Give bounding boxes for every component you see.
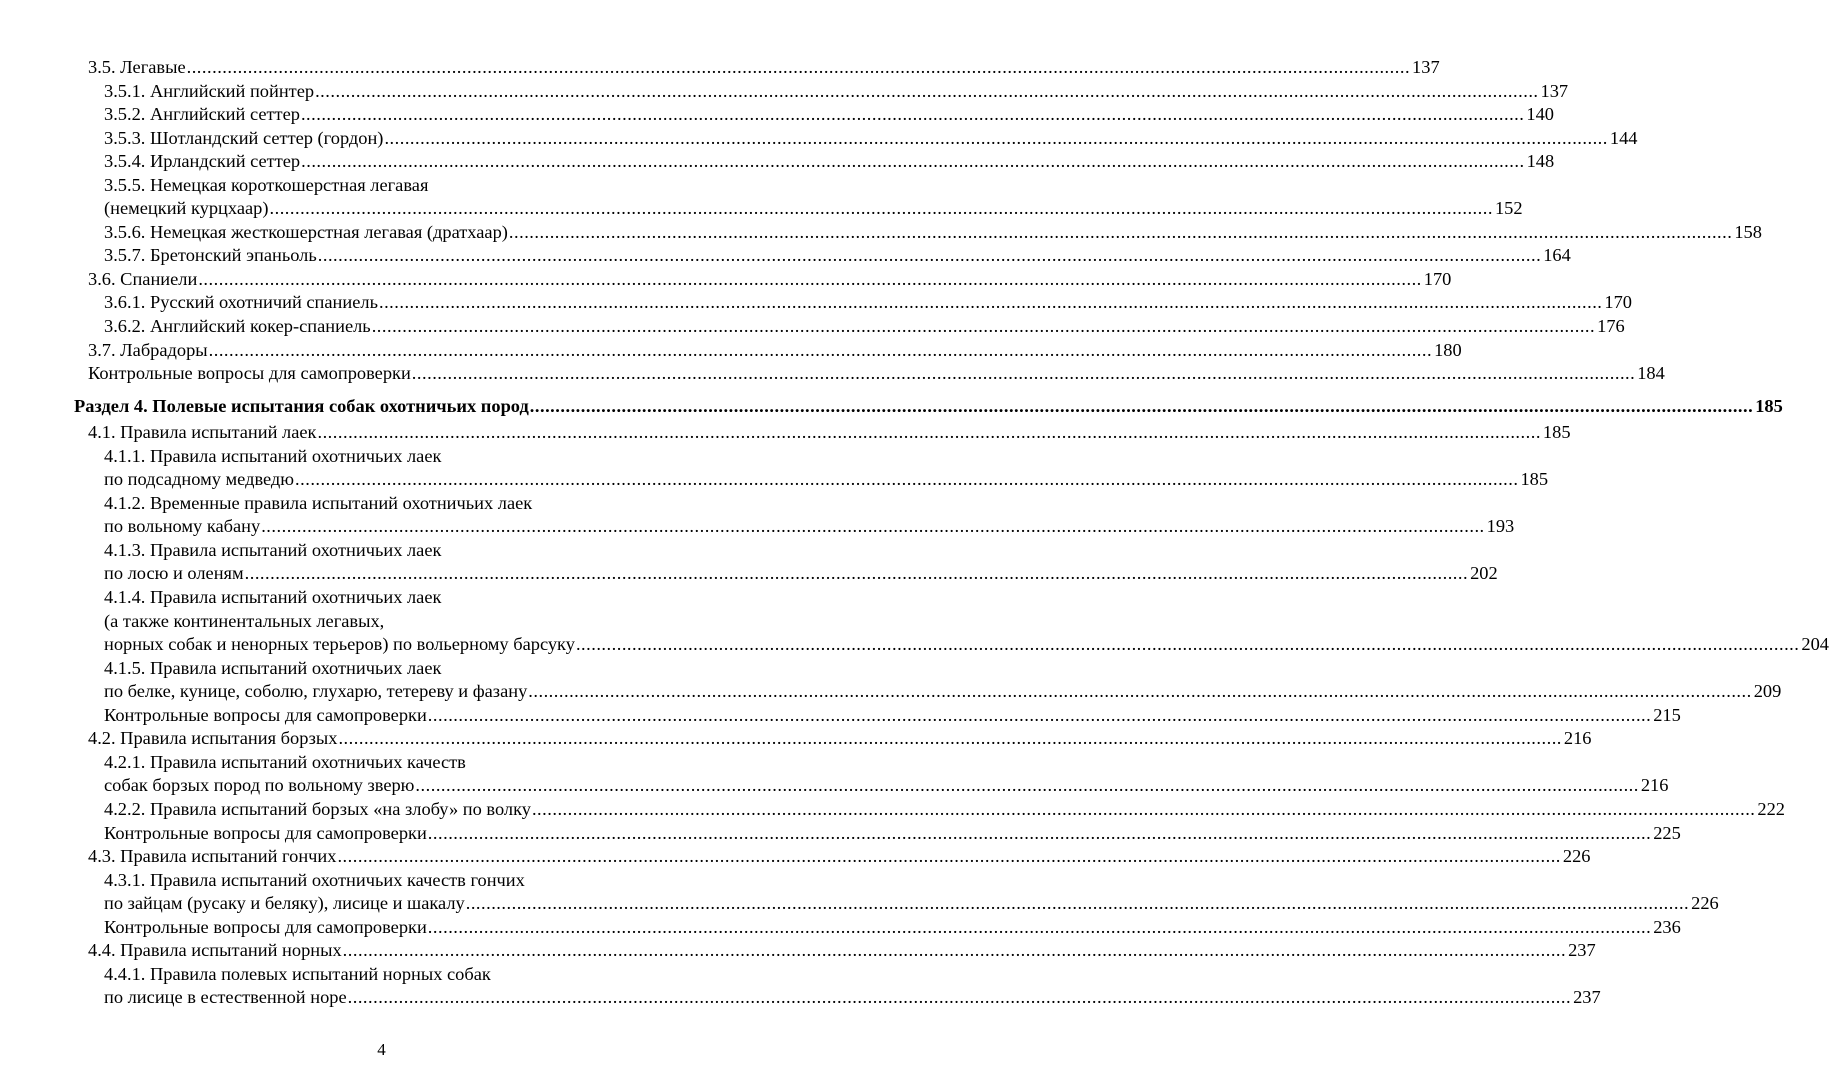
toc-entry[interactable] <box>88 421 1571 445</box>
dot-leader <box>529 395 1755 419</box>
toc-entry[interactable] <box>88 845 1591 869</box>
toc-entry-title: 3.5.3. Шотландский сеттер (гордон) <box>104 127 384 148</box>
toc-entry[interactable] <box>104 633 1829 657</box>
toc-entry[interactable] <box>88 939 1596 963</box>
toc-entry[interactable] <box>104 515 1515 539</box>
toc-entry-page: 140 <box>1526 104 1554 125</box>
toc-entry-title: 4.1.1. Правила испытаний охотничьих лаек <box>104 445 442 466</box>
toc-entry-title: 3.6.2. Английский кокер-спаниель <box>104 316 371 337</box>
toc-entry-title: 3.6.1. Русский охотничий спаниель <box>104 292 378 313</box>
dot-leader <box>260 515 1486 539</box>
toc-entry-title: 3.5.5. Немецкая короткошерстная легавая <box>104 174 429 195</box>
toc-entry-page: 226 <box>1691 893 1719 914</box>
dot-leader <box>336 845 1562 869</box>
toc-entry-title: по лосю и оленям <box>104 563 244 584</box>
toc-entry-page: 170 <box>1423 268 1452 289</box>
toc-entry-title: 4.3.1. Правила испытаний охотничьих качеств гончих <box>104 869 525 890</box>
toc-entry-page: 216 <box>1563 728 1592 749</box>
toc-entry-page: 236 <box>1653 916 1681 937</box>
toc-entry-title: 4.1.4. Правила испытаний охотничьих лаек <box>104 587 442 608</box>
toc-entry-line[interactable] <box>104 492 867 516</box>
toc-entry-page: 222 <box>1757 798 1785 819</box>
page-number: 4 <box>377 1040 386 1059</box>
toc-entry-line[interactable] <box>104 610 867 634</box>
toc-entry-title: 4.2.2. Правила испытаний борзых «на злобу» по волку <box>104 798 531 819</box>
toc-entry-page: 137 <box>1540 80 1569 101</box>
dot-leader <box>371 315 1597 339</box>
toc-entry[interactable] <box>104 80 1569 104</box>
toc-entry-title: 3.5.7. Бретонский эпаньоль <box>104 245 317 266</box>
toc-entry-title: по зайцам (русаку и беляку), лисице и шакалу <box>104 893 465 914</box>
toc-entry[interactable] <box>104 244 1571 268</box>
toc-entry[interactable] <box>104 798 1785 822</box>
toc-entry-line[interactable] <box>104 445 867 469</box>
toc-entry-title: 3.5.4. Ирландский сеттер <box>104 151 301 172</box>
toc-entry-title: норных собак и ненорных терьеров) по вольерному барсуку <box>104 634 575 655</box>
toc-entry-page: 148 <box>1526 151 1555 172</box>
dot-leader <box>197 268 1423 292</box>
toc-entry-line[interactable] <box>104 539 867 563</box>
dot-leader <box>527 680 1753 704</box>
toc-entry-title: Контрольные вопросы для самопроверки <box>104 916 427 937</box>
toc-entry-title: 3.5.1. Английский пойнтер <box>104 80 315 101</box>
toc-entry-title: Контрольные вопросы для самопроверки <box>88 363 411 384</box>
toc-entry-title: Раздел 4. Полевые испытания собак охотничьих пород <box>74 395 529 416</box>
dot-leader <box>317 244 1543 268</box>
toc-entry-title: 4.1.5. Правила испытаний охотничьих лаек <box>104 657 442 678</box>
toc-entry-page: 185 <box>1542 422 1571 443</box>
toc-entry-title: 4.2. Правила испытания борзых <box>88 728 338 749</box>
toc-entry-title: по белке, кунице, соболю, глухарю, тетереву и фазану <box>104 681 528 702</box>
toc-entry[interactable] <box>104 986 1601 1010</box>
toc-entry[interactable] <box>104 150 1555 174</box>
dot-leader <box>208 339 1434 363</box>
toc-entry[interactable] <box>88 727 1592 751</box>
toc-entry[interactable] <box>88 339 1462 363</box>
toc-entry[interactable] <box>104 774 1669 798</box>
toc-entry[interactable] <box>104 680 1782 704</box>
toc-entry[interactable] <box>104 197 1523 221</box>
toc-entry-page: 158 <box>1734 221 1762 242</box>
toc-entry-page: 176 <box>1597 316 1625 337</box>
toc-entry-title: 3.7. Лабрадоры <box>88 339 208 360</box>
toc-entry[interactable] <box>104 291 1632 315</box>
dot-leader <box>337 727 1563 751</box>
toc-entry-page: 193 <box>1486 516 1515 537</box>
toc-entry[interactable] <box>104 916 1681 940</box>
toc-entry[interactable] <box>88 362 1665 386</box>
dot-leader <box>347 986 1573 1010</box>
toc-entry-page: 180 <box>1434 339 1462 360</box>
toc-entry[interactable] <box>104 704 1681 728</box>
toc-entry-title: по вольному кабану <box>104 516 261 537</box>
dot-leader <box>314 80 1540 104</box>
toc-entry-title: 4.1.3. Правила испытаний охотничьих лаек <box>104 539 442 560</box>
toc-entry-page: 226 <box>1562 846 1591 867</box>
toc-entry-line[interactable] <box>104 963 867 987</box>
toc-entry[interactable] <box>104 315 1625 339</box>
toc-entry[interactable] <box>104 103 1554 127</box>
dot-leader <box>427 822 1653 846</box>
toc-entry[interactable] <box>104 468 1549 492</box>
dot-leader <box>531 798 1757 822</box>
toc-entry-title: (а также континентальных легавых, <box>104 610 385 631</box>
toc-entry-line[interactable] <box>104 869 867 893</box>
toc-entry[interactable] <box>104 562 1498 586</box>
dot-leader <box>378 291 1604 315</box>
toc-entry-title: 4.2.1. Правила испытаний охотничьих качеств <box>104 751 466 772</box>
toc-entry[interactable] <box>104 127 1638 151</box>
table-of-contents <box>0 56 1829 1010</box>
toc-entry-title: Контрольные вопросы для самопроверки <box>104 704 427 725</box>
dot-leader <box>427 704 1653 728</box>
toc-entry-line[interactable] <box>104 174 867 198</box>
toc-entry-page: 185 <box>1520 469 1549 490</box>
toc-entry-page: 215 <box>1653 704 1681 725</box>
dot-leader <box>300 103 1526 127</box>
dot-leader <box>300 150 1526 174</box>
toc-entry-title: собак борзых пород по вольному зверю <box>104 775 415 796</box>
toc-entry-page: 225 <box>1653 822 1681 843</box>
toc-entry-title: 4.4.1. Правила полевых испытаний норных собак <box>104 963 491 984</box>
toc-entry-line[interactable] <box>104 586 867 610</box>
dot-leader <box>342 939 1568 963</box>
toc-entry-title: (немецкий курцхаар) <box>104 198 269 219</box>
toc-entry-title: 4.3. Правила испытаний гончих <box>88 846 337 867</box>
toc-entry-page: 164 <box>1543 245 1571 266</box>
toc-entry-page: 144 <box>1609 127 1638 148</box>
toc-entry-title: по подсадному медведю <box>104 469 295 490</box>
dot-leader <box>316 421 1542 445</box>
toc-entry-page: 209 <box>1753 681 1782 702</box>
toc-entry-page: 185 <box>1755 395 1783 416</box>
toc-entry[interactable] <box>104 822 1681 846</box>
dot-leader <box>508 221 1734 245</box>
dot-leader <box>575 633 1801 657</box>
dot-leader <box>414 774 1640 798</box>
dot-leader <box>269 197 1495 221</box>
dot-leader <box>294 468 1520 492</box>
toc-entry-title: 3.5.2. Английский сеттер <box>104 104 300 125</box>
toc-entry-line[interactable] <box>104 751 867 775</box>
toc-entry-page: 202 <box>1470 563 1498 584</box>
dot-leader <box>383 127 1609 151</box>
toc-entry-page: 184 <box>1637 363 1665 384</box>
toc-entry-page: 237 <box>1568 940 1596 961</box>
dot-leader <box>465 892 1691 916</box>
dot-leader <box>427 916 1653 940</box>
toc-entry-title: 4.1.2. Временные правила испытаний охотничьих лаек <box>104 492 533 513</box>
toc-entry[interactable] <box>104 892 1719 916</box>
toc-entry[interactable] <box>104 221 1762 245</box>
toc-entry-title: 3.6. Спаниели <box>88 268 198 289</box>
toc-entry-page: 216 <box>1640 775 1669 796</box>
dot-leader <box>244 562 1470 586</box>
dot-leader <box>186 56 1412 80</box>
toc-entry-title: Контрольные вопросы для самопроверки <box>104 822 427 843</box>
toc-entry-page: 137 <box>1412 57 1440 77</box>
toc-entry-title: 3.5. Легавые <box>88 57 186 77</box>
toc-entry-title: 4.1. Правила испытаний лаек <box>88 422 317 443</box>
toc-entry-title: 4.4. Правила испытаний норных <box>88 940 342 961</box>
toc-entry-page: 204 <box>1801 634 1829 655</box>
toc-entry-title: по лисице в естественной норе <box>104 987 347 1008</box>
toc-entry-line[interactable] <box>104 657 867 681</box>
toc-entry-page: 152 <box>1494 198 1523 219</box>
toc-entry-page: 170 <box>1604 292 1632 313</box>
dot-leader <box>411 362 1637 386</box>
toc-entry-title: 3.5.6. Немецкая жесткошерстная легавая (дратхаар) <box>104 221 508 242</box>
toc-entry[interactable] <box>88 268 1452 292</box>
toc-section-heading[interactable] <box>74 395 1783 419</box>
toc-entry-page: 237 <box>1573 987 1601 1008</box>
toc-entry[interactable] <box>88 56 1440 80</box>
